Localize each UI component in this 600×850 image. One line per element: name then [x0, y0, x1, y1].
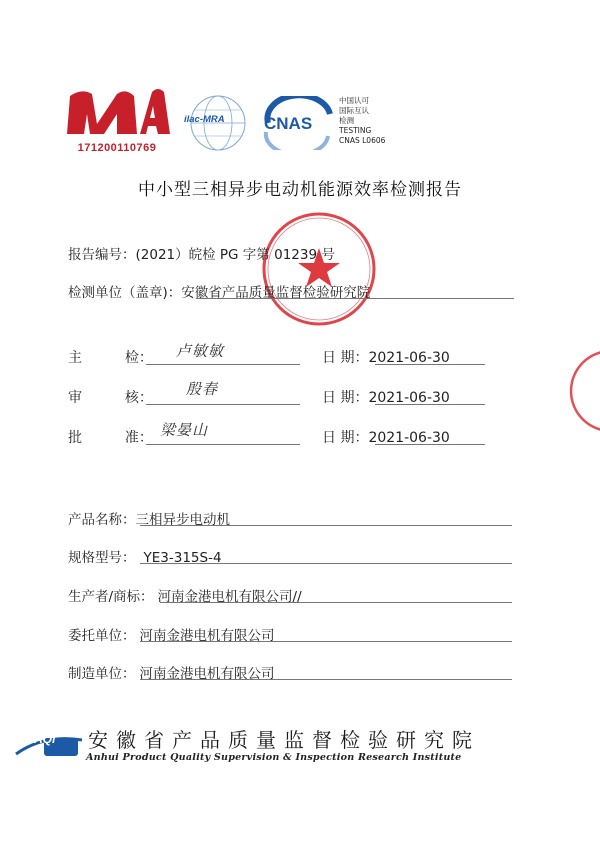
product-name-label: 产品名称： — [68, 512, 136, 528]
cnas-label: CNAS — [264, 114, 313, 133]
date-label: 日 期： — [322, 430, 369, 446]
date-label: 日 期： — [322, 350, 369, 366]
official-seal — [260, 210, 378, 328]
report-number-label: 报告编号： — [68, 247, 136, 263]
date-value: 2021-06-30 — [368, 430, 450, 446]
role-label: 批 — [68, 430, 82, 446]
cnas-info-line: CNAS L0606 — [339, 136, 386, 145]
testing-unit-value: 安徽省产品质量监督检验研究院 — [181, 285, 371, 301]
signature-line — [146, 404, 300, 405]
date-label: 日 期： — [322, 390, 369, 406]
date-value: 2021-06-30 — [368, 390, 450, 406]
model-label: 规格型号： — [68, 550, 136, 566]
testing-unit-label: 检测单位（盖章)： — [68, 285, 182, 301]
signature-row-inspector — [68, 347, 153, 367]
cnas-info-line: 检测 — [339, 116, 354, 125]
institute-name-cn: 安徽省产品质量监督检验研究院 — [88, 728, 480, 752]
date-value: 2021-06-30 — [368, 350, 450, 366]
signature-reviewer: 殷春 — [186, 380, 219, 398]
divider — [140, 525, 512, 526]
partial-seal — [566, 346, 600, 436]
model-value: YE3-315S-4 — [143, 550, 222, 566]
report-number-row — [68, 243, 335, 263]
client-value: 河南金港电机有限公司 — [139, 628, 275, 644]
signature-approver: 梁晏山 — [160, 421, 209, 439]
product-name-value: 三相异步电动机 — [135, 512, 230, 528]
date-line — [375, 444, 485, 445]
ilac-mra-label: ilac-MRA — [184, 114, 225, 125]
aqi-logo-text: AQI — [34, 732, 56, 746]
divider — [140, 679, 512, 680]
manufacturer-value: 河南金港电机有限公司 — [139, 666, 275, 682]
signature-row-approver — [68, 427, 153, 447]
signature-line — [146, 364, 300, 365]
divider — [140, 563, 512, 564]
maker-value: 河南金港电机有限公司// — [157, 589, 302, 605]
maker-label: 生产者/商标： — [68, 589, 154, 605]
cnas-info-line: TESTING — [339, 126, 372, 135]
role-label: 检： — [124, 350, 153, 366]
role-label: 主 — [68, 350, 82, 366]
cnas-info-line: 中国认可 — [339, 96, 369, 105]
date-line — [375, 404, 485, 405]
divider — [140, 641, 512, 642]
signature-row-reviewer — [68, 387, 153, 407]
role-label: 核： — [124, 390, 153, 406]
cnas-info — [339, 96, 385, 146]
divider — [160, 602, 512, 603]
report-number-value: (2021）皖检 PG 字第 01239 号 — [135, 247, 335, 263]
signature-line — [146, 444, 300, 445]
signature-inspector: 卢敏敏 — [176, 342, 225, 360]
cma-number: 171200110769 — [77, 142, 157, 154]
page-title: 中小型三相异步电动机能源效率检测报告 — [138, 180, 462, 200]
client-label: 委托单位： — [68, 628, 136, 644]
role-label: 审 — [68, 390, 82, 406]
cnas-info-line: 国际互认 — [339, 106, 369, 115]
date-line — [375, 364, 485, 365]
manufacturer-label: 制造单位： — [68, 666, 136, 682]
divider — [196, 298, 514, 299]
role-label: 准： — [124, 430, 153, 446]
institute-name-en: Anhui Product Quality Supervision & Inspection Research Institute — [86, 752, 462, 763]
